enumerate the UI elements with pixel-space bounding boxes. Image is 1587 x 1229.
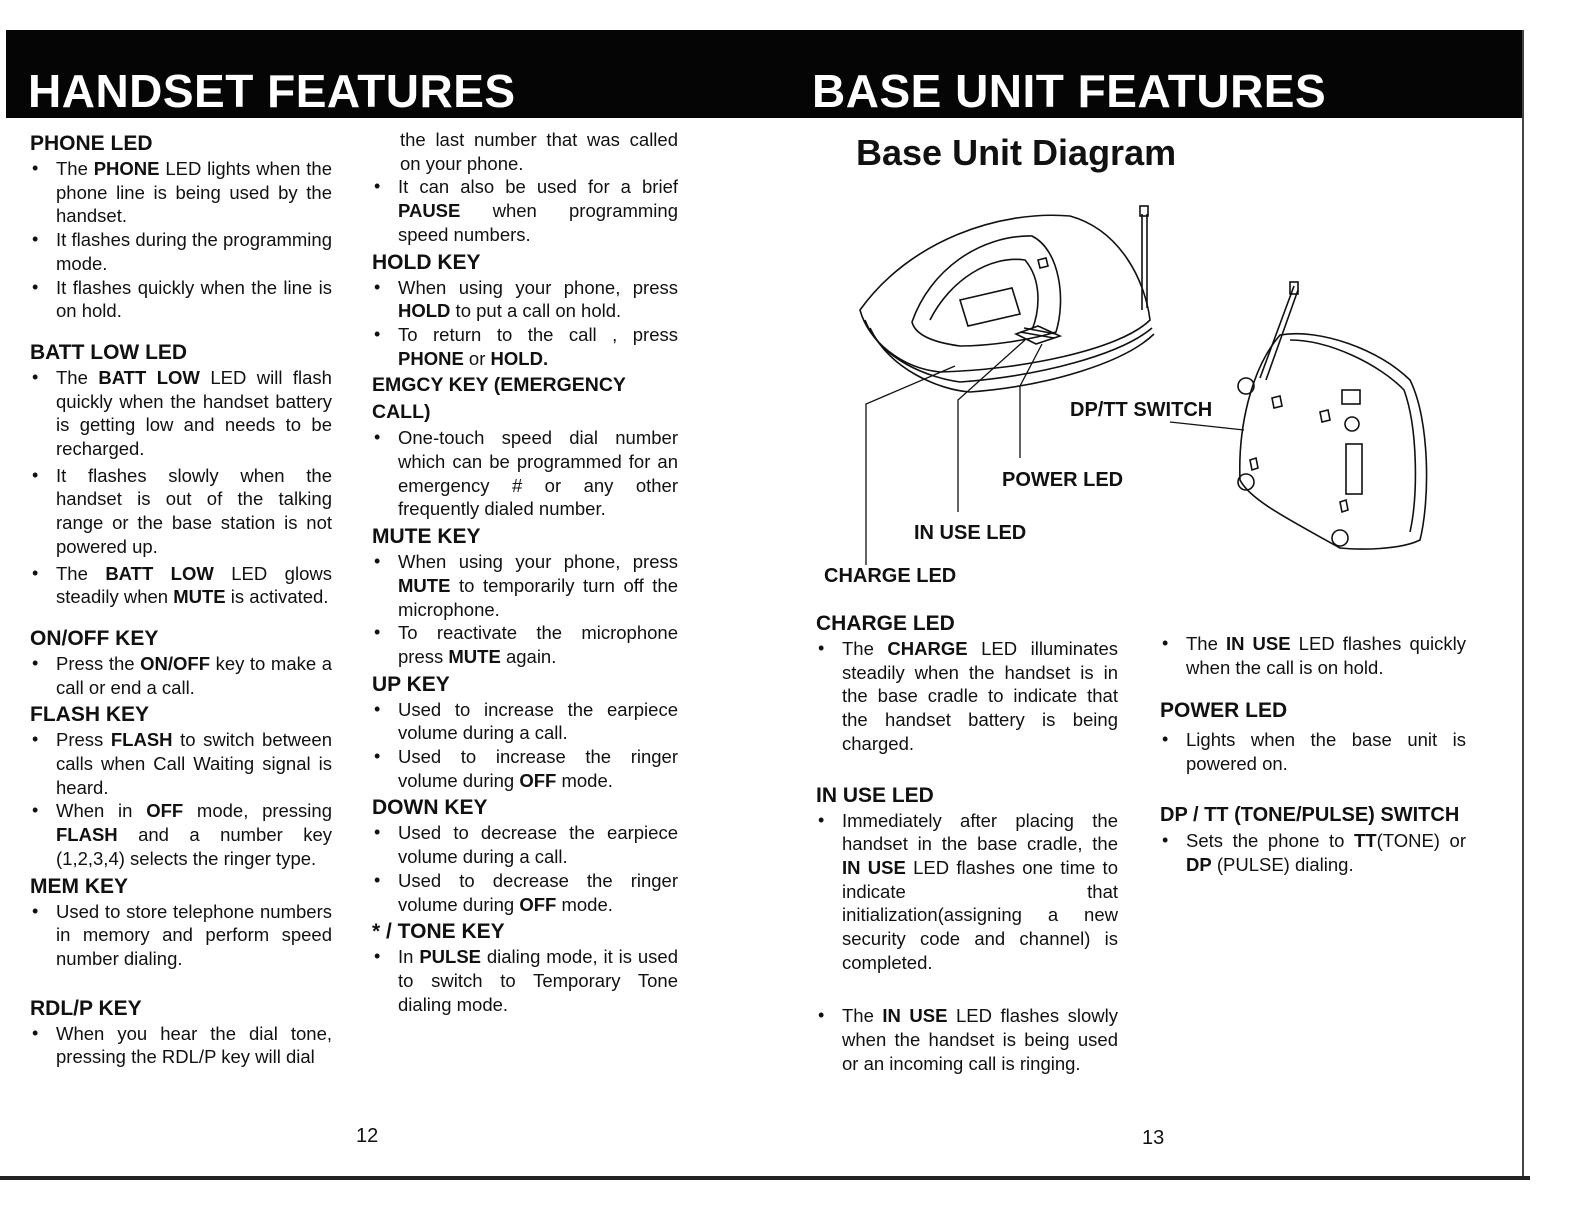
dptt-switch-list — [1160, 829, 1466, 876]
mute-key-list — [372, 550, 678, 669]
list-item: • Used to increase the ringer volume during OFF mode. — [372, 745, 678, 792]
base-unit-bottom-view — [1238, 282, 1427, 549]
base-unit-diagram-title: Base Unit Diagram — [856, 132, 1177, 173]
base-column-1 — [816, 608, 1118, 1076]
section-charge-led-title: CHARGE LED — [816, 612, 955, 635]
handset-column-2 — [372, 128, 678, 1016]
down-key-list — [372, 821, 678, 916]
list-item: • The IN USE LED flashes quickly when the call is on hold. — [1160, 632, 1466, 679]
bottom-divider — [0, 1176, 1530, 1180]
list-item: • The IN USE LED flashes slowly when the handset is being used or an incoming call is ringing. — [816, 1004, 1118, 1075]
up-key-list — [372, 698, 678, 793]
section-mute-key-title: MUTE KEY — [372, 525, 481, 549]
callout-dptt-switch: DP/TT SWITCH — [1070, 399, 1213, 421]
section-dptt-switch-title: DP / TT (TONE/PULSE) SWITCH — [1160, 803, 1460, 826]
list-item-continuation: the last number that was called on your phone. — [400, 129, 678, 174]
list-item: • When using your phone, press HOLD to put a call on hold. — [372, 276, 678, 323]
list-item: • One-touch speed dial number which can be programmed for an emergency # or any other frequently dialed number. — [372, 426, 678, 521]
base-column-2 — [1160, 632, 1466, 876]
section-down-key-title: DOWN KEY — [372, 796, 488, 820]
callout-charge-led: CHARGE LED — [824, 565, 957, 587]
list-item: • The BATT LOW LED will flash quickly when the handset battery is getting low and needs to be recharged. — [30, 366, 332, 461]
batt-low-led-list — [30, 366, 332, 609]
list-item: • When you hear the dial tone, pressing the RDL/P key will dial — [30, 1022, 332, 1069]
list-item: • Sets the phone to TT(TONE) or DP (PULSE) dialing. — [1160, 829, 1466, 876]
handset-column-1 — [30, 128, 332, 1069]
page-title-handset-features: HANDSET FEATURES — [28, 65, 516, 117]
section-batt-low-led-title: BATT LOW LED — [30, 340, 188, 364]
list-item: • Used to increase the earpiece volume during a call. — [372, 698, 678, 745]
base-unit-top-view — [860, 206, 1154, 392]
section-emgcy-key-title: EMGCY KEY (EMERGENCY CALL) — [372, 374, 626, 424]
flash-key-list — [30, 728, 332, 870]
list-item: • The BATT LOW LED glows steadily when MUTE is activated. — [30, 562, 332, 609]
onoff-key-list — [30, 652, 332, 699]
list-item: • Used to decrease the ringer volume during OFF mode. — [372, 869, 678, 916]
tone-key-list — [372, 945, 678, 1016]
section-onoff-key-title: ON/OFF KEY — [30, 626, 159, 650]
charge-led-list — [816, 637, 1118, 756]
hold-key-list — [372, 276, 678, 371]
section-flash-key-title: FLASH KEY — [30, 703, 150, 727]
mem-key-list — [30, 900, 332, 971]
list-item: • Used to store telephone numbers in memory and perform speed number dialing. — [30, 900, 332, 971]
power-led-list — [1160, 728, 1466, 775]
page-title-base-unit-features: BASE UNIT FEATURES — [812, 65, 1327, 117]
rdlp-key-list — [30, 1022, 332, 1069]
list-item: • Used to decrease the earpiece volume during a call. — [372, 821, 678, 868]
emgcy-key-list — [372, 426, 678, 521]
section-in-use-led-title: IN USE LED — [816, 783, 934, 807]
list-item: • In PULSE dialing mode, it is used to switch to Temporary Tone dialing mode. — [372, 945, 678, 1016]
list-item: • To return to the call , press PHONE or HOLD. — [372, 323, 678, 370]
list-item: • When using your phone, press MUTE to temporarily turn off the microphone. — [372, 550, 678, 621]
section-tone-key-title: * / TONE KEY — [372, 920, 505, 944]
list-item: • Lights when the base unit is powered on. — [1160, 728, 1466, 775]
callout-power-led: POWER LED — [1002, 469, 1124, 491]
section-rdlp-key-title: RDL/P KEY — [30, 996, 142, 1020]
list-item: • It flashes quickly when the line is on hold. — [30, 276, 332, 323]
in-use-led-list-continued — [1160, 632, 1466, 679]
list-item: • When in OFF mode, pressing FLASH and a number key (1,2,3,4) selects the ringer type. — [30, 799, 332, 870]
page-number-right: 13 — [1142, 1127, 1165, 1149]
list-item: • It can also be used for a brief PAUSE when programming speed numbers. — [372, 175, 678, 246]
list-item: • It flashes during the programming mode. — [30, 228, 332, 275]
list-item: • To reactivate the microphone press MUTE again. — [372, 621, 678, 668]
callout-in-use-led: IN USE LED — [914, 522, 1027, 544]
list-item: • It flashes slowly when the handset is out of the talking range or the base station is not powered up. — [30, 464, 332, 559]
phone-led-list — [30, 157, 332, 323]
section-mem-key-title: MEM KEY — [30, 874, 129, 898]
page-edge — [1522, 30, 1524, 1180]
rdlp-continuation-list — [372, 128, 678, 247]
section-power-led-title: POWER LED — [1160, 699, 1288, 723]
section-hold-key-title: HOLD KEY — [372, 250, 481, 274]
section-up-key-title: UP KEY — [372, 672, 450, 696]
list-item: • Press the ON/OFF key to make a call or end a call. — [30, 652, 332, 699]
list-item: • The CHARGE LED illuminates steadily when the handset is in the base cradle to indicate that the handset battery is being charged. — [816, 637, 1118, 756]
page-number-left: 12 — [356, 1125, 379, 1147]
in-use-led-list — [816, 809, 1118, 1076]
list-item: • Press FLASH to switch between calls when Call Waiting signal is heard. — [30, 728, 332, 799]
list-item: • The PHONE LED lights when the phone line is being used by the handset. — [30, 157, 332, 228]
base-unit-diagram — [820, 200, 1440, 580]
section-phone-led-title: PHONE LED — [30, 132, 153, 155]
list-item: • Immediately after placing the handset in the base cradle, the IN USE LED flashes one time to indicate that initialization(assigning a new security code and channel) is completed. — [816, 809, 1118, 975]
